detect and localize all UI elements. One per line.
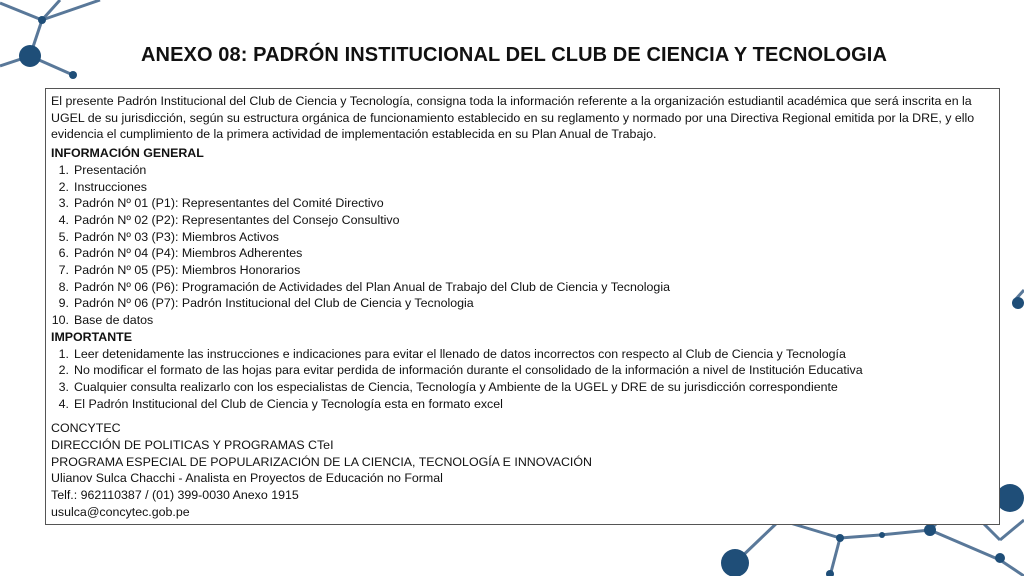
item-number: 5. <box>58 229 69 244</box>
contact-phone: Telf.: 962110387 / (01) 399-0030 Anexo 1915 <box>51 488 299 503</box>
list-item <box>51 262 993 279</box>
general-info-list <box>51 162 993 329</box>
item-number: 1. <box>58 346 69 361</box>
item-number: 10. <box>51 313 69 328</box>
item-text: Padrón Nº 01 (P1): Representantes del Comité Directivo <box>74 196 384 211</box>
list-item <box>51 195 993 212</box>
item-text: Cualquier consulta realizarlo con los especialistas de Ciencia, Tecnología y Ambiente de la UGEL y DRE de su jurisdicción correspondiente <box>74 379 838 394</box>
item-text: Padrón Nº 05 (P5): Miembros Honorarios <box>74 263 301 278</box>
item-text: El Padrón Institucional del Club de Ciencia y Tecnología esta en formato excel <box>74 396 503 411</box>
item-number: 7. <box>58 263 69 278</box>
item-number: 2. <box>58 363 69 378</box>
item-text: Padrón Nº 03 (P3): Miembros Activos <box>74 229 279 244</box>
contact-program: PROGRAMA ESPECIAL DE POPULARIZACIÓN DE LA CIENCIA, TECNOLOGÍA E INNOVACIÓN <box>51 454 592 469</box>
item-number: 1. <box>58 162 69 177</box>
item-number: 9. <box>58 296 69 311</box>
list-item <box>51 279 993 296</box>
page-title: ANEXO 08: PADRÓN INSTITUCIONAL DEL CLUB DE CIENCIA Y TECNOLOGIA <box>141 44 887 66</box>
item-number: 3. <box>58 379 69 394</box>
item-text: Leer detenidamente las instrucciones e indicaciones para evitar el llenado de datos incorrectos con respecto al Club de Ciencia y Tecnología <box>74 346 846 361</box>
list-item <box>51 362 993 379</box>
item-number: 4. <box>58 212 69 227</box>
list-item <box>51 162 993 179</box>
item-number: 4. <box>58 396 69 411</box>
list-item <box>51 346 993 363</box>
general-info-heading: INFORMACIÓN GENERAL <box>51 146 204 161</box>
contact-direction: DIRECCIÓN DE POLITICAS Y PROGRAMAS CTeI <box>51 438 334 453</box>
list-item <box>51 179 993 196</box>
item-text: Padrón Nº 04 (P4): Miembros Adherentes <box>74 246 303 261</box>
list-item <box>51 379 993 396</box>
list-item <box>51 396 993 413</box>
item-text: Padrón Nº 06 (P7): Padrón Institucional del Club de Ciencia y Tecnologia <box>74 296 474 311</box>
important-heading: IMPORTANTE <box>51 329 132 344</box>
contact-block <box>51 420 993 520</box>
list-item <box>51 245 993 262</box>
contact-org: CONCYTEC <box>51 421 121 436</box>
list-item <box>51 295 993 312</box>
list-item <box>51 212 993 229</box>
item-number: 8. <box>58 279 69 294</box>
item-text: Presentación <box>74 162 147 177</box>
item-text: Padrón Nº 06 (P6): Programación de Actividades del Plan Anual de Trabajo del Club de Ciencia y Tecnologia <box>74 279 670 294</box>
item-text: Base de datos <box>74 313 154 328</box>
item-text: Padrón Nº 02 (P2): Representantes del Consejo Consultivo <box>74 212 400 227</box>
item-number: 3. <box>58 196 69 211</box>
content-box <box>45 88 1000 525</box>
item-number: 6. <box>58 246 69 261</box>
important-list <box>51 346 993 413</box>
item-text: No modificar el formato de las hojas para evitar perdida de información durante el consolidado de la información a nivel de Institución Educativa <box>74 363 863 378</box>
intro-paragraph: El presente Padrón Institucional del Club de Ciencia y Tecnología, consigna toda la información referente a la organización estudiantil académica que será inscrita en la UGEL de su jurisdicción, según su estructura orgánica de funcionamiento establecido en su reglamento y normado por una Directiva Regional emitida por la DRE, y ello evidencia el cumplimiento de la primera actividad de implementación establecida en su Plan Anual de Trabajo. <box>51 94 975 142</box>
contact-person: Ulianov Sulca Chacchi - Analista en Proyectos de Educación no Formal <box>51 471 443 486</box>
contact-email[interactable]: usulca@concytec.gob.pe <box>51 504 190 519</box>
item-number: 2. <box>58 179 69 194</box>
list-item <box>51 229 993 246</box>
item-text: Instrucciones <box>74 179 148 194</box>
list-item <box>51 312 993 329</box>
